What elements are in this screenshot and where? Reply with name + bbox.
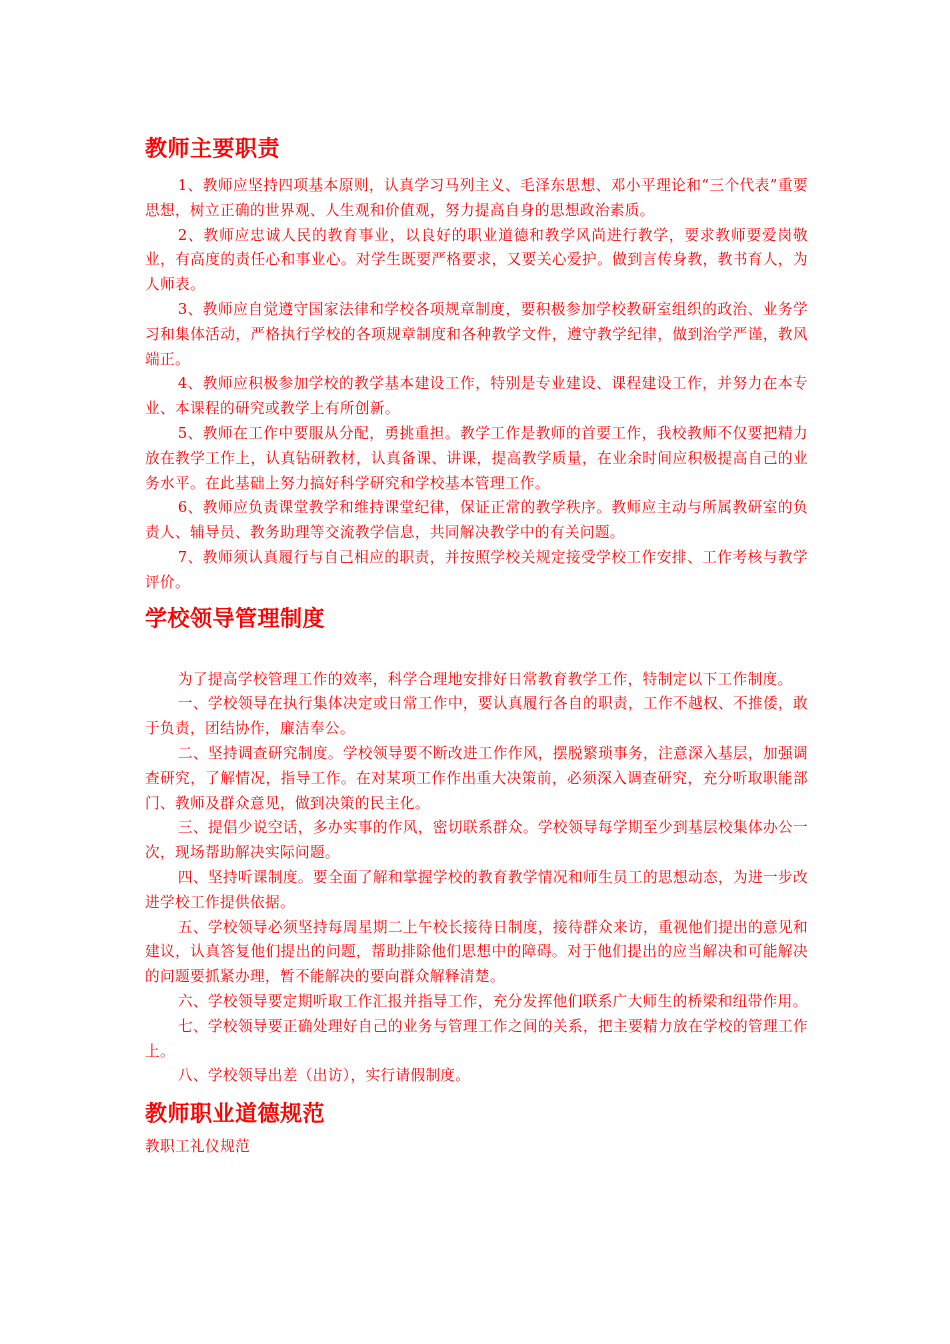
paragraph: 四、坚持听课制度。要全面了解和掌握学校的教育教学情况和师生员工的思想动态，为进一步改进学校工作提供依据。 — [145, 868, 808, 911]
paragraph: 5、教师在工作中要服从分配，勇挑重担。教学工作是教师的首要工作，我校教师不仅要把精力放在教学工作上，认真钻研教材，认真备课、讲课，提高教学质量，在业余时间应积极提高自己的业务水平。在此基础上努力搞好科学研究和学校基本管理工作。 — [145, 424, 808, 492]
section-heading: 教师主要职责 — [145, 137, 281, 162]
section-heading: 教师职业道德规范 — [145, 1102, 326, 1128]
section-professional-ethics — [145, 1097, 808, 1160]
section-leadership-rules — [145, 602, 808, 1090]
paragraph: 八、学校领导出差（出访），实行请假制度。 — [177, 1067, 471, 1085]
paragraph: 3、教师应自觉遵守国家法律和学校各项规章制度，要积极参加学校教研室组织的政治、业务学习和集体活动，严格执行学校的各项规章制度和各种教学文件，遵守教学纪律，做到治学严谨，教风端正。 — [145, 300, 808, 368]
paragraph: 6、教师应负责课堂教学和维持课堂纪律，保证正常的教学秩序。教师应主动与所属教研室的负责人、辅导员、教务助理等交流教学信息，共同解决教学中的有关问题。 — [145, 499, 808, 542]
paragraph: 教职工礼仪规范 — [145, 1138, 250, 1156]
paragraph: 五、学校领导必须坚持每周星期二上午校长接待日制度，接待群众来访，重视他们提出的意见和建议，认真答复他们提出的问题，帮助排除他们思想中的障碍。对于他们提出的应当解决和可能解决的问题要抓紧办理，暂不能解决的要向群众解释清楚。 — [145, 918, 808, 986]
paragraph: 三、提倡少说空话，多办实事的作风，密切联系群众。学校领导每学期至少到基层校集体办公一次，现场帮助解决实际问题。 — [145, 819, 808, 862]
paragraph: 7、教师须认真履行与自己相应的职责，并按照学校关规定接受学校工作安排、工作考核与教学评价。 — [145, 548, 808, 591]
paragraph: 七、学校领导要正确处理好自己的业务与管理工作之间的关系，把主要精力放在学校的管理工作上。 — [145, 1017, 808, 1060]
paragraph: 1、教师应坚持四项基本原则，认真学习马列主义、毛泽东思想、邓小平理论和“三个代表”重要思想，树立正确的世界观、人生观和价值观，努力提高自身的思想政治素质。 — [145, 177, 808, 219]
document-page — [145, 132, 808, 1160]
paragraph: 六、学校领导要定期听取工作汇报并指导工作，充分发挥他们联系广大师生的桥梁和纽带作用。 — [177, 992, 808, 1010]
paragraph: 二、坚持调查研究制度。学校领导要不断改进工作作风，摆脱繁琐事务，注意深入基层，加强调查研究，了解情况，指导工作。在对某项工作作出重大决策前，必须深入调查研究，充分听取职能部门、教师及群众意见，做到决策的民主化。 — [145, 744, 808, 812]
paragraph: 为了提高学校管理工作的效率，科学合理地安排好日常教育教学工作，特制定以下工作制度。 — [177, 670, 793, 688]
paragraph: 4、教师应积极参加学校的教学基本建设工作，特别是专业建设、课程建设工作，并努力在本专业、本课程的研究或教学上有所创新。 — [145, 375, 808, 418]
paragraph: 一、学校领导在执行集体决定或日常工作中，要认真履行各自的职责，工作不越权、不推倭，敢于负责，团结协作，廉洁奉公。 — [145, 695, 808, 738]
section-heading: 学校领导管理制度 — [145, 606, 326, 632]
section-teacher-duties — [145, 132, 808, 596]
paragraph: 2、教师应忠诚人民的教育事业，以良好的职业道德和教学风尚进行教学，要求教师要爱岗敬业，有高度的责任心和事业心。对学生既要严格要求，又要关心爱护。做到言传身教，教书育人，为人师表。 — [145, 226, 808, 294]
